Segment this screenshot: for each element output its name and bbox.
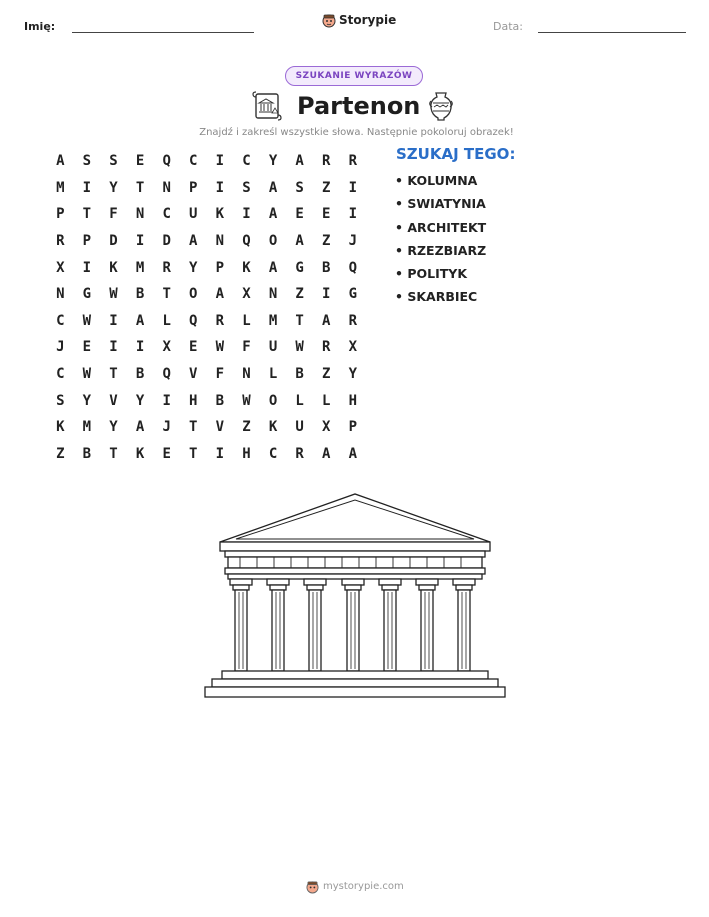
grid-letter[interactable]: I: [348, 206, 358, 223]
grid-letter[interactable]: N: [135, 206, 145, 223]
grid-letter[interactable]: B: [215, 392, 225, 409]
grid-letter[interactable]: Z: [322, 233, 331, 250]
grid-letter[interactable]: A: [322, 312, 331, 329]
grid-letter[interactable]: P: [348, 419, 358, 436]
date-line: [538, 32, 686, 33]
parthenon-coloring-illustration[interactable]: [200, 490, 510, 705]
grid-letter[interactable]: R: [322, 339, 331, 356]
grid-letter[interactable]: N: [242, 366, 251, 383]
grid-letter[interactable]: H: [348, 392, 358, 409]
grid-letter[interactable]: C: [242, 153, 251, 170]
grid-letter[interactable]: C: [268, 445, 278, 462]
grid-letter[interactable]: I: [322, 286, 331, 303]
word-bank-item: • SWIATYNIA: [395, 196, 486, 212]
grid-letter[interactable]: E: [82, 339, 92, 356]
grid-letter[interactable]: J: [348, 233, 358, 250]
grid-letter[interactable]: T: [162, 286, 171, 303]
grid-letter[interactable]: K: [215, 206, 225, 223]
grid-letter[interactable]: K: [242, 259, 251, 276]
grid-letter[interactable]: Z: [322, 366, 331, 383]
grid-letter[interactable]: Q: [162, 366, 171, 383]
grid-letter[interactable]: K: [109, 259, 118, 276]
grid-letter[interactable]: K: [135, 445, 145, 462]
grid-letter[interactable]: V: [215, 419, 225, 436]
grid-letter[interactable]: A: [295, 233, 304, 250]
grid-letter[interactable]: D: [162, 233, 171, 250]
grid-letter[interactable]: I: [82, 259, 92, 276]
grid-letter[interactable]: R: [56, 233, 65, 250]
grid-letter[interactable]: T: [109, 445, 118, 462]
grid-letter[interactable]: X: [322, 419, 331, 436]
grid-letter[interactable]: Q: [348, 259, 358, 276]
grid-letter[interactable]: B: [82, 445, 92, 462]
grid-letter[interactable]: Y: [348, 366, 358, 383]
name-label: Imię:: [24, 20, 56, 33]
grid-letter[interactable]: T: [295, 312, 304, 329]
grid-letter[interactable]: L: [322, 392, 331, 409]
grid-letter[interactable]: I: [109, 339, 118, 356]
grid-letter[interactable]: X: [162, 339, 171, 356]
grid-letter[interactable]: Z: [56, 445, 65, 462]
grid-letter[interactable]: V: [109, 392, 118, 409]
grid-letter[interactable]: R: [162, 259, 171, 276]
grid-letter[interactable]: R: [215, 312, 225, 329]
grid-letter[interactable]: Y: [109, 179, 118, 196]
word-bank-item: • POLITYK: [395, 266, 468, 282]
scroll-temple-icon: [252, 91, 282, 121]
grid-letter[interactable]: T: [82, 206, 92, 223]
word-search-grid[interactable]: [47, 148, 366, 467]
word-bank-title: SZUKAJ TEGO:: [396, 145, 516, 163]
grid-letter[interactable]: Z: [242, 419, 251, 436]
grid-letter[interactable]: I: [215, 445, 225, 462]
grid-letter[interactable]: C: [56, 312, 65, 329]
grid-letter[interactable]: M: [56, 179, 65, 196]
grid-letter[interactable]: L: [242, 312, 251, 329]
grid-letter[interactable]: W: [242, 392, 251, 409]
grid-letter[interactable]: B: [135, 286, 145, 303]
word-bank-item: • SKARBIEC: [395, 289, 478, 305]
grid-letter[interactable]: P: [56, 206, 65, 223]
grid-letter[interactable]: Y: [268, 153, 278, 170]
greek-vase-icon: [428, 91, 454, 121]
grid-letter[interactable]: E: [189, 339, 198, 356]
grid-letter[interactable]: B: [322, 259, 331, 276]
grid-letter[interactable]: A: [135, 419, 145, 436]
grid-letter[interactable]: N: [268, 286, 278, 303]
grid-letter[interactable]: F: [109, 206, 118, 223]
grid-letter[interactable]: N: [162, 179, 171, 196]
grid-letter[interactable]: O: [268, 233, 278, 250]
grid-letter[interactable]: J: [162, 419, 171, 436]
grid-letter[interactable]: T: [189, 419, 198, 436]
grid-letter[interactable]: I: [348, 179, 358, 196]
brand-logo: [322, 12, 396, 28]
grid-letter[interactable]: I: [162, 392, 171, 409]
word-bank-list: [395, 172, 486, 312]
grid-letter[interactable]: C: [189, 153, 198, 170]
grid-letter[interactable]: H: [189, 392, 198, 409]
grid-letter[interactable]: S: [242, 179, 251, 196]
grid-letter[interactable]: A: [322, 445, 331, 462]
grid-letter[interactable]: I: [109, 312, 118, 329]
grid-letter[interactable]: P: [82, 233, 92, 250]
grid-letter[interactable]: K: [268, 419, 278, 436]
storypie-mascot-icon: [306, 879, 319, 894]
grid-letter[interactable]: R: [295, 445, 304, 462]
grid-letter[interactable]: P: [215, 259, 225, 276]
grid-letter[interactable]: A: [268, 206, 278, 223]
name-line: [72, 32, 254, 33]
grid-letter[interactable]: A: [56, 153, 65, 170]
grid-letter[interactable]: I: [242, 206, 251, 223]
grid-letter[interactable]: X: [348, 339, 358, 356]
grid-letter[interactable]: S: [109, 153, 118, 170]
grid-letter[interactable]: R: [348, 312, 358, 329]
word-bank-item: • KOLUMNA: [395, 173, 478, 188]
grid-letter[interactable]: R: [348, 153, 358, 170]
grid-letter[interactable]: L: [162, 312, 171, 329]
footer: [306, 879, 404, 894]
grid-letter[interactable]: X: [242, 286, 251, 303]
grid-letter[interactable]: W: [109, 286, 118, 303]
grid-letter[interactable]: O: [189, 286, 198, 303]
grid-letter[interactable]: V: [189, 366, 198, 383]
grid-letter[interactable]: M: [82, 419, 92, 436]
grid-letter[interactable]: D: [109, 233, 118, 250]
grid-letter[interactable]: F: [242, 339, 251, 356]
grid-letter[interactable]: S: [56, 392, 65, 409]
grid-letter[interactable]: Z: [295, 286, 304, 303]
grid-letter[interactable]: U: [268, 339, 278, 356]
grid-letter[interactable]: A: [189, 233, 198, 250]
grid-letter[interactable]: Q: [162, 153, 171, 170]
grid-letter[interactable]: E: [135, 153, 145, 170]
grid-letter[interactable]: N: [56, 286, 65, 303]
brand-name: Storypie: [339, 13, 397, 27]
grid-letter[interactable]: M: [268, 312, 278, 329]
grid-letter[interactable]: Y: [189, 259, 198, 276]
grid-letter[interactable]: I: [135, 339, 145, 356]
grid-letter[interactable]: A: [268, 259, 278, 276]
grid-letter[interactable]: A: [215, 286, 225, 303]
word-bank-item: • ARCHITEKT: [395, 219, 487, 235]
instructions: Znajdź i zakreśl wszystkie słowa. Następnie pokoloruj obrazek!: [199, 127, 514, 138]
grid-letter[interactable]: W: [215, 339, 225, 356]
grid-letter[interactable]: L: [268, 366, 278, 383]
grid-letter[interactable]: G: [295, 259, 304, 276]
grid-letter[interactable]: T: [189, 445, 198, 462]
word-bank-item: • RZEZBIARZ: [395, 242, 487, 258]
grid-letter[interactable]: A: [295, 153, 304, 170]
grid-letter[interactable]: J: [56, 339, 65, 356]
grid-letter[interactable]: Y: [82, 392, 92, 409]
grid-letter[interactable]: E: [322, 206, 331, 223]
grid-letter[interactable]: Y: [109, 419, 118, 436]
grid-letter[interactable]: W: [82, 312, 92, 329]
grid-letter[interactable]: Q: [242, 233, 251, 250]
grid-letter[interactable]: B: [295, 366, 304, 383]
grid-letter[interactable]: N: [215, 233, 225, 250]
grid-letter[interactable]: G: [82, 286, 92, 303]
grid-letter[interactable]: S: [295, 179, 304, 196]
grid-letter[interactable]: T: [135, 179, 145, 196]
grid-letter[interactable]: X: [56, 259, 65, 276]
grid-letter[interactable]: G: [348, 286, 358, 303]
grid-letter[interactable]: F: [215, 366, 225, 383]
grid-letter[interactable]: I: [135, 233, 145, 250]
grid-letter[interactable]: Y: [135, 392, 145, 409]
grid-letter[interactable]: Z: [322, 179, 331, 196]
date-label: Data:: [493, 20, 523, 33]
grid-letter[interactable]: C: [162, 206, 171, 223]
grid-letter[interactable]: C: [56, 366, 65, 383]
grid-letter[interactable]: H: [242, 445, 251, 462]
grid-letter[interactable]: P: [189, 179, 198, 196]
grid-letter[interactable]: I: [215, 153, 225, 170]
page-title: Partenon: [297, 92, 421, 120]
footer-url: mystorypie.com: [323, 881, 404, 892]
grid-letter[interactable]: U: [189, 206, 198, 223]
grid-letter[interactable]: A: [348, 445, 358, 462]
activity-badge: SZUKANIE WYRAZÓW: [285, 66, 423, 86]
grid-letter[interactable]: S: [82, 153, 92, 170]
grid-letter[interactable]: E: [295, 206, 304, 223]
grid-letter[interactable]: A: [135, 312, 145, 329]
grid-letter[interactable]: K: [56, 419, 65, 436]
grid-letter[interactable]: A: [268, 179, 278, 196]
grid-letter[interactable]: B: [135, 366, 145, 383]
grid-letter[interactable]: Q: [189, 312, 198, 329]
grid-letter[interactable]: W: [82, 366, 92, 383]
grid-letter[interactable]: L: [295, 392, 304, 409]
grid-letter[interactable]: R: [322, 153, 331, 170]
grid-letter[interactable]: I: [215, 179, 225, 196]
grid-letter[interactable]: M: [135, 259, 145, 276]
storypie-mascot-icon: [322, 12, 336, 28]
grid-letter[interactable]: E: [162, 445, 171, 462]
grid-letter[interactable]: I: [82, 179, 92, 196]
grid-letter[interactable]: O: [268, 392, 278, 409]
grid-letter[interactable]: T: [109, 366, 118, 383]
grid-letter[interactable]: U: [295, 419, 304, 436]
grid-letter[interactable]: W: [295, 339, 304, 356]
